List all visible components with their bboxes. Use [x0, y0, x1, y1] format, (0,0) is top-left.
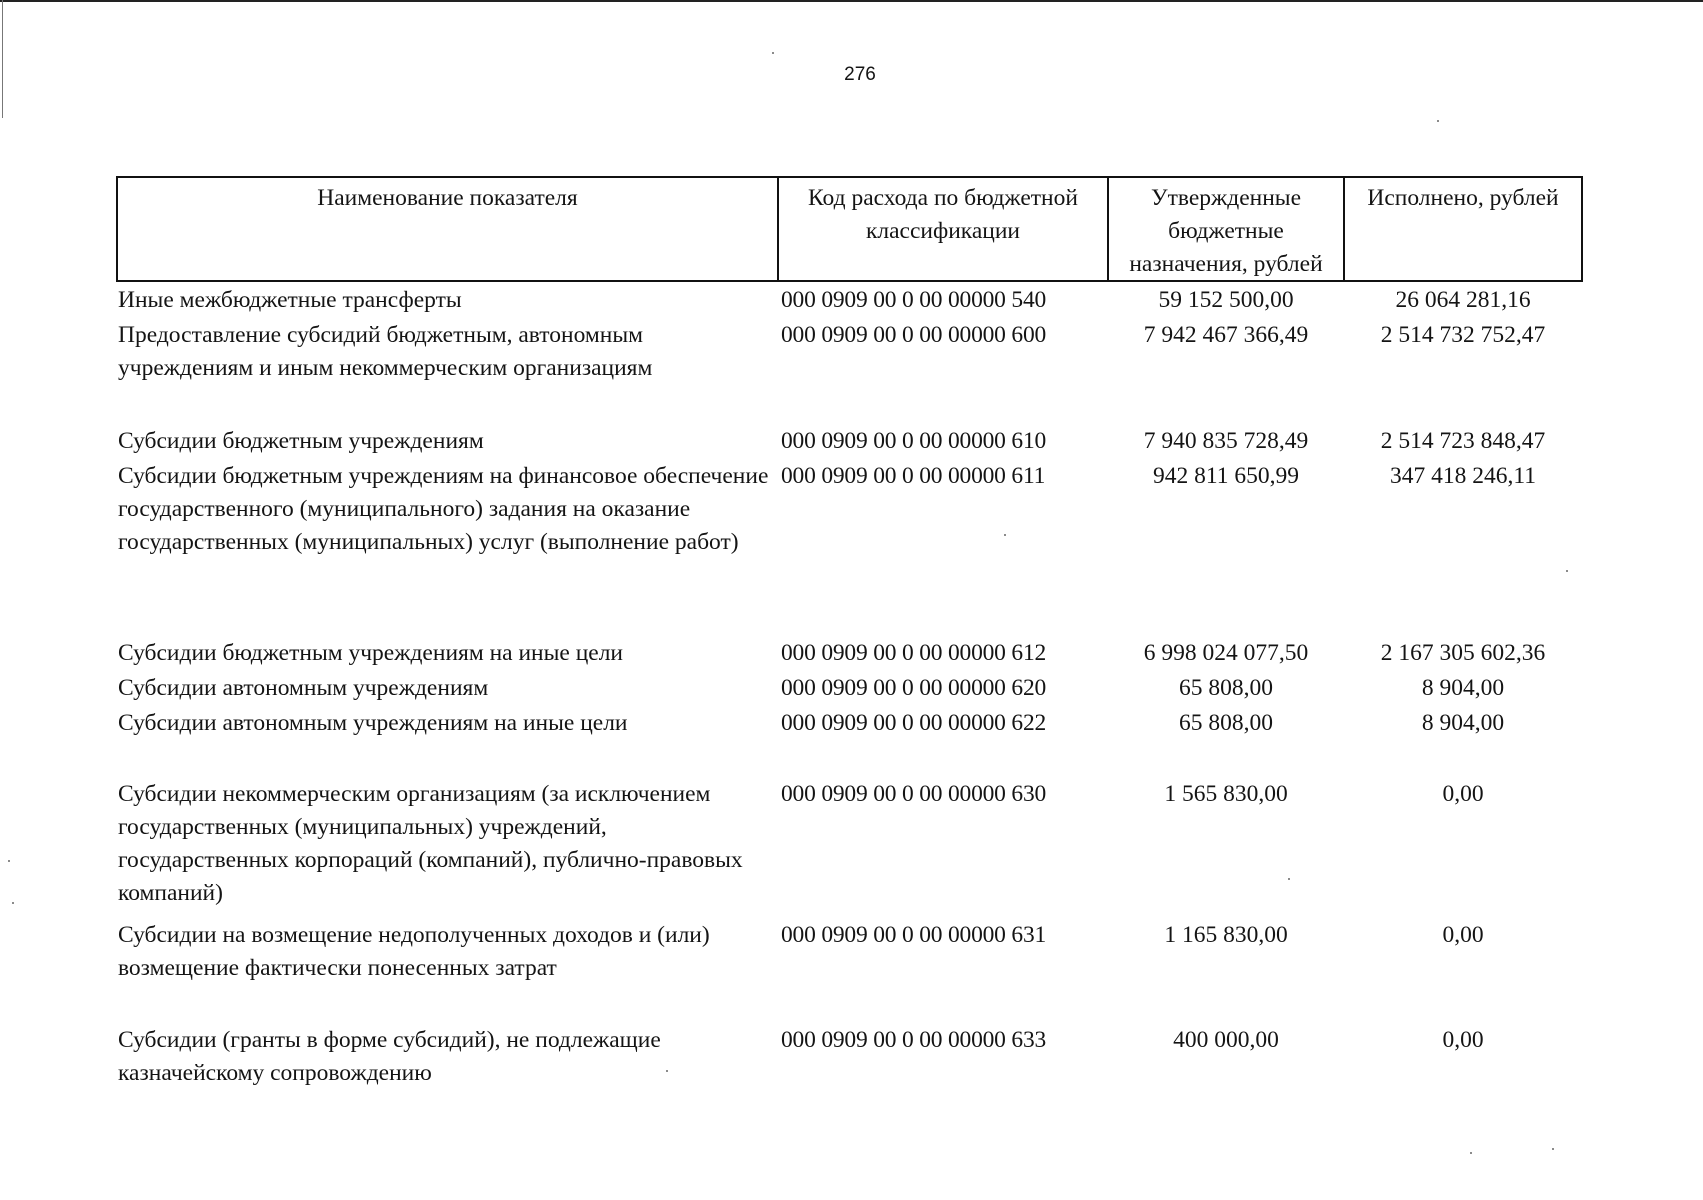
- page-number: 276: [844, 64, 876, 85]
- row-done: 0,00: [1442, 922, 1484, 948]
- row-name: Субсидии бюджетным учреждениям: [118, 428, 484, 454]
- row-name: Предоставление субсидий бюджетным, автономным учреждениям и иным некоммерческим организациям: [118, 322, 653, 381]
- row-name: Субсидии некоммерческим организациям (за исключением государственных (муниципальных) учреждений, государственных корпораций (компаний), публично-правовых компаний): [118, 781, 743, 906]
- row-code: 000 0909 00 0 00 00000 630: [781, 781, 1047, 807]
- scan-speck: [8, 860, 10, 862]
- row-code: 000 0909 00 0 00 00000 633: [781, 1027, 1047, 1053]
- row-done: 8 904,00: [1421, 710, 1505, 736]
- row-done: 347 418 246,11: [1389, 463, 1536, 489]
- row-done: 2 514 732 752,47: [1380, 322, 1546, 348]
- column-header-code: Код расхода по бюджетной классификации: [777, 178, 1107, 280]
- row-name: Субсидии автономным учреждениям на иные цели: [118, 710, 628, 736]
- scan-speck: [666, 1070, 668, 1072]
- row-code: 000 0909 00 0 00 00000 612: [781, 640, 1047, 666]
- row-code: 000 0909 00 0 00 00000 610: [781, 428, 1047, 454]
- row-plan: 65 808,00: [1179, 710, 1273, 736]
- row-done: 8 904,00: [1421, 675, 1505, 701]
- row-plan: 7 940 835 728,49: [1143, 428, 1309, 454]
- scan-speck: [1288, 878, 1290, 880]
- row-plan: 59 152 500,00: [1158, 287, 1294, 313]
- row-plan: 400 000,00: [1173, 1027, 1279, 1053]
- row-done: 2 167 305 602,36: [1380, 640, 1546, 666]
- row-plan: 1 165 830,00: [1164, 922, 1288, 948]
- row-code: 000 0909 00 0 00 00000 622: [781, 710, 1047, 736]
- row-plan: 6 998 024 077,50: [1143, 640, 1309, 666]
- row-plan: 65 808,00: [1179, 675, 1273, 701]
- row-name: Субсидии на возмещение недополученных доходов и (или) возмещение фактически понесенных затрат: [118, 922, 710, 981]
- scan-speck: [12, 902, 14, 904]
- row-done: 0,00: [1442, 1027, 1484, 1053]
- scan-speck: [772, 52, 774, 54]
- scan-speck: [1470, 1152, 1472, 1154]
- row-code: 000 0909 00 0 00 00000 540: [781, 287, 1047, 313]
- scan-speck: [1552, 1148, 1554, 1150]
- row-name: Иные межбюджетные трансферты: [118, 287, 462, 313]
- row-code: 000 0909 00 0 00 00000 611: [781, 463, 1046, 489]
- row-name: Субсидии бюджетным учреждениям на финансовое обеспечение государственного (муниципального) задания на оказание государственных (муниципальных) услуг (выполнение работ): [118, 463, 769, 555]
- column-header-plan: Утвержденные бюджетные назначения, рублей: [1107, 178, 1343, 280]
- scan-speck: [1566, 570, 1568, 572]
- row-code: 000 0909 00 0 00 00000 631: [781, 922, 1047, 948]
- row-done: 2 514 723 848,47: [1380, 428, 1546, 454]
- row-name: Субсидии автономным учреждениям: [118, 675, 489, 701]
- row-done: 0,00: [1442, 781, 1484, 807]
- scan-left-edge: [2, 0, 3, 118]
- row-name: Субсидии бюджетным учреждениям на иные цели: [118, 640, 624, 666]
- row-plan: 942 811 650,99: [1152, 463, 1299, 489]
- row-plan: 1 565 830,00: [1164, 781, 1288, 807]
- row-plan: 7 942 467 366,49: [1143, 322, 1309, 348]
- scan-speck: [1004, 534, 1006, 536]
- column-header-name: Наименование показателя: [317, 185, 578, 211]
- column-header-done: Исполнено, рублей: [1343, 178, 1581, 280]
- row-name: Субсидии (гранты в форме субсидий), не подлежащие казначейскому сопровождению: [118, 1027, 661, 1086]
- table-header: [116, 176, 1583, 282]
- row-code: 000 0909 00 0 00 00000 600: [781, 322, 1047, 348]
- scan-speck: [1437, 120, 1439, 122]
- page-top-rule: [0, 0, 1703, 2]
- row-code: 000 0909 00 0 00 00000 620: [781, 675, 1047, 701]
- row-done: 26 064 281,16: [1395, 287, 1531, 313]
